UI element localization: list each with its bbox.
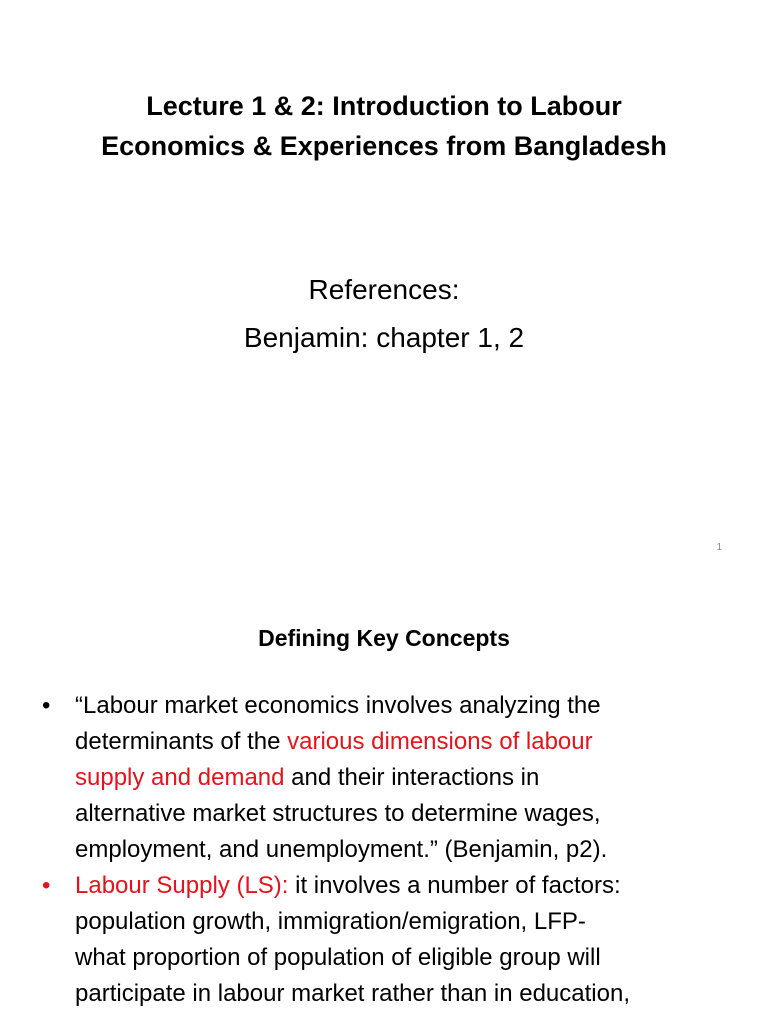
highlight-supply-demand: supply and demand [75, 764, 285, 791]
bullet1-line-4: alternative market structures to determine wages, [75, 800, 601, 827]
highlight-dimensions: various dimensions of labour [287, 728, 593, 755]
bullet-marker-red: • [42, 872, 51, 899]
references-label: References: [308, 274, 460, 305]
highlight-labour-supply: Labour Supply (LS): [75, 872, 289, 899]
bullet-definition [40, 688, 740, 868]
bullet2-line-4: participate in labour market rather than in education, [75, 980, 630, 1007]
bullet-labour-supply [40, 868, 740, 1012]
slide-number: 1 [716, 542, 722, 553]
bullet2-line-3: what proportion of population of eligible group will [75, 944, 601, 971]
title-line-2: Economics & Experiences from Bangladesh [101, 131, 667, 161]
lecture-title [40, 86, 728, 166]
bullet1-line-1: “Labour market economics involves analyzing the [75, 692, 601, 719]
bullet1-line-5: employment, and unemployment.” (Benjamin, p2). [75, 836, 608, 863]
slide-2 [0, 576, 768, 1024]
bullet2-line-2: population growth, immigration/emigration, LFP- [75, 908, 586, 935]
title-line-1: Lecture 1 & 2: Introduction to Labour [146, 91, 622, 121]
bullet1-line-2-text: determinants of the [75, 728, 288, 755]
references-item: Benjamin: chapter 1, 2 [243, 322, 525, 353]
references [40, 266, 728, 362]
section-heading: Defining Key Concepts [258, 625, 510, 651]
bullet2-line-1-text: it involves a number of factors: [288, 872, 621, 899]
bullet2-line-1 [75, 868, 740, 904]
bullet1-line-3 [75, 760, 740, 796]
bullet-marker: • [42, 692, 51, 719]
bullet1-line-2 [75, 724, 740, 760]
bullet-list [40, 688, 740, 1012]
bullet1-line-3-text: and their interactions in [284, 764, 540, 791]
